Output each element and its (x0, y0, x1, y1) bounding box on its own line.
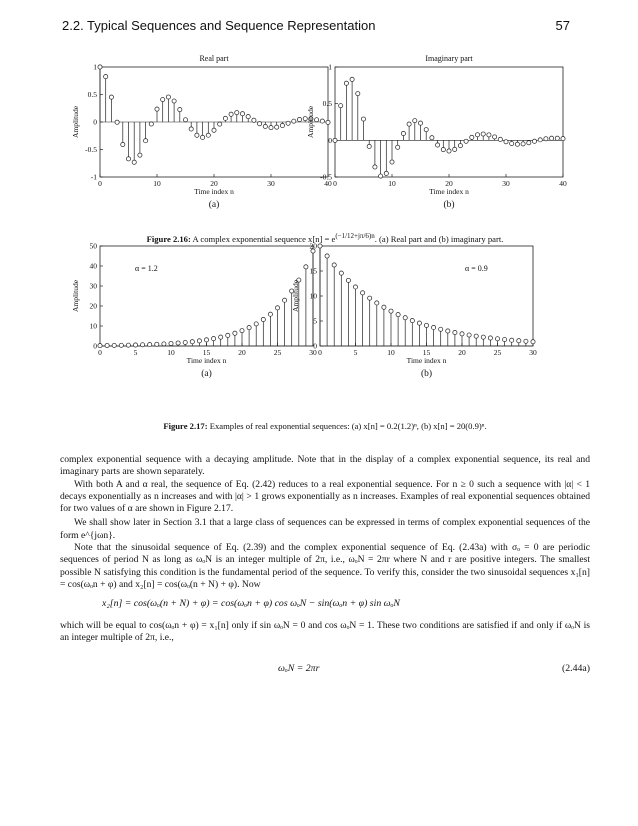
stem-marker (126, 157, 130, 161)
stem-marker (439, 327, 443, 331)
stem-marker (487, 133, 491, 137)
stem-marker (401, 131, 405, 135)
stem-marker (561, 137, 565, 141)
y-tick-label: 20 (309, 241, 317, 251)
plot-frame (335, 67, 563, 177)
stem-marker (417, 321, 421, 325)
stem-marker (240, 329, 244, 333)
stem-marker (460, 332, 464, 336)
stem-marker (407, 122, 411, 126)
paragraph-2: With both A and α real, the sequence of Eq. (2.42) reduces to a real exponential sequence. For n ≥ 0 such a sequence with |α| < 1 decays exponentially as n increases and with |α| > 1 grows exponentially as n increases. Examples of real exponential sequences obtained for two values of α are shown in Figure 2.17. (60, 478, 590, 515)
y-tick-label: 0 (328, 135, 332, 145)
stem-marker (133, 343, 137, 347)
stem-marker (498, 137, 502, 141)
stem-marker (155, 342, 159, 346)
stem-marker (396, 313, 400, 317)
chart-alpha-0-9 (291, 242, 537, 380)
stem-marker (356, 92, 360, 96)
x-tick-label: 0 (333, 179, 337, 188)
x-axis-label: Time index n (429, 187, 469, 196)
x-tick-label: 10 (167, 348, 175, 357)
stem-marker (555, 136, 559, 140)
stem-marker (464, 139, 468, 143)
stem-marker (418, 121, 422, 125)
stem-marker (280, 123, 284, 127)
stem-marker (488, 336, 492, 340)
stem-marker (475, 133, 479, 137)
y-tick-label: 5 (313, 316, 317, 326)
stem-marker (263, 124, 267, 128)
figure-2-17 (0, 238, 638, 413)
stem-marker (436, 143, 440, 147)
stem-marker (115, 120, 119, 124)
stem-marker (204, 338, 208, 342)
subfigure-label: (b) (443, 200, 455, 210)
x-tick-label: 0 (98, 179, 102, 188)
x-tick-label: 20 (445, 179, 453, 188)
x-tick-label: 0 (318, 348, 322, 357)
equation-2-44a-body: ωₒN = 2πr (278, 663, 320, 674)
stem-marker (240, 112, 244, 116)
x-tick-label: 20 (210, 179, 218, 188)
paragraph-1: complex exponential sequence with a decaying amplitude. Note that in the display of a complex exponential sequence, its real and imaginary parts are shown separately. (60, 454, 590, 478)
stem-marker (524, 339, 528, 343)
stem-marker (544, 137, 548, 141)
stem-marker (353, 285, 357, 289)
stem-marker (219, 335, 223, 339)
stem-marker (172, 99, 176, 103)
y-tick-label: 0 (93, 117, 97, 127)
stem-marker (344, 81, 348, 85)
stem-marker (531, 340, 535, 344)
stem-marker (521, 142, 525, 146)
stem-marker (183, 340, 187, 344)
alpha-label: α = 0.9 (465, 264, 488, 273)
y-axis-label: Amplitude (306, 105, 315, 139)
stem-marker (144, 139, 148, 143)
stem-marker (467, 333, 471, 337)
x-tick-label: 30 (502, 179, 510, 188)
y-tick-label: 50 (89, 241, 97, 251)
stem-marker (470, 135, 474, 139)
stem-marker (379, 174, 383, 178)
stem-marker (247, 325, 251, 329)
stem-marker (304, 265, 308, 269)
stem-marker (149, 122, 153, 126)
stem-marker (390, 160, 394, 164)
stem-marker (458, 144, 462, 148)
stem-marker (503, 337, 507, 341)
y-tick-label: 20 (89, 301, 97, 311)
stem-marker (155, 107, 159, 111)
stem-marker (176, 341, 180, 345)
stem-marker (223, 116, 227, 120)
stem-marker (413, 119, 417, 123)
y-tick-label: 0 (313, 341, 317, 351)
stem-marker (527, 141, 531, 145)
stem-marker (121, 142, 125, 146)
page-number: 57 (555, 18, 570, 33)
figure-2-16-caption: Figure 2.16: A complex exponential sequence $x[n] = e^{(-1/12+j\pi/6)n}$. (a) Real part and (b) imaginary part. (146, 232, 504, 244)
stem-marker (218, 122, 222, 126)
stem-marker (339, 271, 343, 275)
stem-marker (141, 343, 145, 347)
subfigure-label: (a) (208, 200, 220, 210)
stem-marker (315, 118, 319, 122)
stem-marker (132, 160, 136, 164)
x-tick-label: 20 (238, 348, 246, 357)
stem-marker (162, 342, 166, 346)
stem-marker (481, 132, 485, 136)
stem-marker (138, 153, 142, 157)
y-tick-label: 1 (328, 62, 332, 72)
stem-marker (212, 337, 216, 341)
y-tick-label: -0.5 (320, 172, 332, 182)
chart-alpha-1-2 (71, 242, 317, 380)
stem-marker (333, 138, 337, 142)
stem-marker (441, 148, 445, 152)
stem-marker (275, 306, 279, 310)
stem-marker (197, 339, 201, 343)
x-tick-label: 25 (493, 348, 502, 357)
stem-marker (109, 95, 113, 99)
stem-marker (339, 104, 343, 108)
stem-marker (368, 296, 372, 300)
stem-marker (384, 171, 388, 175)
stem-marker (252, 118, 256, 122)
stem-marker (495, 337, 499, 341)
x-tick-label: 5 (353, 348, 358, 357)
stem-marker (112, 343, 116, 347)
stem-marker (283, 298, 287, 302)
y-tick-label: 10 (89, 321, 97, 331)
body-text (60, 454, 590, 591)
stem-marker (286, 121, 290, 125)
stem-marker (367, 144, 371, 148)
figure-2-16 (0, 45, 638, 220)
y-tick-label: 0.5 (87, 90, 97, 99)
stem-marker (453, 147, 457, 151)
equation-number: (2.44a) (561, 663, 590, 674)
stem-marker (361, 117, 365, 121)
stem-marker (212, 128, 216, 132)
x-axis-label: Time index n (194, 187, 234, 196)
stem-marker (105, 343, 109, 347)
stem-marker (119, 343, 123, 347)
x-tick-label: 0 (98, 348, 102, 357)
x-tick-label: 10 (387, 348, 395, 357)
subfigure-label: (b) (420, 369, 433, 379)
stem-marker (201, 135, 205, 139)
chart-title: Real part (199, 54, 229, 63)
subfigure-label: (a) (201, 369, 212, 379)
chart-real-part (71, 54, 332, 210)
paragraph-4: Note that the sinusoidal sequence of Eq. (2.39) and the complex exponential sequence of Eq. (2.43a) with σₒ = 0 are periodic sequences of period N as long as ωₒN is an integer multiple of 2π, i.e., ωₒN = 2πr where N and r are positive integers. The smallest possible N satisfying this condition is the fundamental period of the sequence. To verify this, consider the two sinusoidal sequences x₁[n] = cos(ωₒn + φ) and x₂[n] = cos(ωₒ(n + N) + φ). Now (60, 542, 590, 590)
stem-marker (481, 335, 485, 339)
stem-marker (126, 343, 130, 347)
figure-2-17-caption: Figure 2.17: Examples of real exponential sequences: (a) x[n] = 0.2(1.2)ⁿ, (b) x[n] = 20(0.9)ⁿ. (163, 421, 487, 431)
stem-marker (447, 149, 451, 153)
stem-marker (206, 133, 210, 137)
chart-title: Imaginary part (425, 54, 473, 63)
stem-marker (246, 115, 250, 119)
stem-marker (292, 119, 296, 123)
y-tick-label: 10 (309, 291, 317, 301)
stem-marker (148, 342, 152, 346)
equation-x2: x₂[n] = cos(ωₒ(n + N) + φ) = cos(ωₒn + φ) cos ωₒN − sin(ωₒn + φ) sin ωₒN (102, 598, 400, 609)
stem-marker (258, 122, 262, 126)
stem-marker (326, 120, 330, 124)
stem-marker (229, 112, 233, 116)
x-tick-label: 40 (324, 179, 332, 188)
stem-marker (332, 263, 336, 267)
y-tick-label: 0.5 (322, 99, 332, 109)
stem-marker (446, 329, 450, 333)
stem-marker (320, 119, 324, 123)
stem-marker (275, 125, 279, 129)
stem-marker (424, 128, 428, 132)
x-tick-label: 30 (309, 348, 317, 357)
stem-marker (424, 323, 428, 327)
plot-frame (100, 246, 313, 346)
stem-marker (98, 65, 102, 69)
stem-marker (532, 139, 536, 143)
stem-marker (325, 254, 329, 258)
x-tick-label: 40 (559, 179, 567, 188)
alpha-label: α = 1.2 (135, 264, 158, 273)
y-tick-label: 40 (89, 261, 97, 271)
stem-marker (432, 325, 436, 329)
stem-marker (510, 141, 514, 145)
stem-marker (396, 145, 400, 149)
stem-marker (190, 340, 194, 344)
stem-marker (410, 319, 414, 323)
stem-marker (226, 333, 230, 337)
stem-marker (373, 165, 377, 169)
stem-marker (350, 77, 354, 81)
stem-marker (195, 133, 199, 137)
y-tick-label: 0 (93, 341, 97, 351)
y-tick-label: -0.5 (85, 145, 97, 154)
stem-marker (254, 322, 258, 326)
y-tick-label: 1 (93, 62, 97, 72)
stem-marker (161, 97, 165, 101)
y-axis-label: Amplitude (71, 279, 80, 313)
y-tick-label: 15 (309, 266, 317, 276)
stem-marker (183, 118, 187, 122)
stem-marker (166, 95, 170, 99)
paragraph-3: We shall show later in Section 3.1 that a large class of sequences can be expressed in terms of complex exponential sequences of the form e^{jωn}. (60, 517, 590, 541)
stem-marker (375, 301, 379, 305)
stem-marker (430, 136, 434, 140)
chart-imaginary-part (306, 54, 567, 210)
stem-marker (189, 127, 193, 131)
stem-marker (361, 291, 365, 295)
stem-marker (474, 334, 478, 338)
stem-marker (269, 126, 273, 130)
stem-marker (104, 75, 108, 79)
x-axis-label: Time index n (406, 356, 447, 365)
stem-marker (453, 330, 457, 334)
stem-marker (235, 111, 239, 115)
stem-marker (346, 278, 350, 282)
stem-marker (538, 138, 542, 142)
stem-marker (233, 331, 237, 335)
x-axis-label: Time index n (186, 356, 227, 365)
stem-marker (178, 108, 182, 112)
stem-marker (515, 142, 519, 146)
x-tick-label: 5 (133, 348, 138, 357)
stem-marker (268, 312, 272, 316)
x-tick-label: 30 (529, 348, 537, 357)
stem-marker (517, 339, 521, 343)
running-header: 2.2. Typical Sequences and Sequence Representation (62, 18, 376, 33)
x-tick-label: 25 (273, 348, 282, 357)
x-tick-label: 20 (458, 348, 466, 357)
stem-marker (297, 117, 301, 121)
y-tick-label: 30 (89, 281, 97, 291)
y-axis-label: Amplitude (291, 279, 300, 313)
stem-marker (389, 309, 393, 313)
stem-marker (493, 135, 497, 139)
stem-marker (504, 140, 508, 144)
x-tick-label: 10 (153, 179, 161, 188)
paragraph-5: which will be equal to cos(ωₒn + φ) = x₁[n] only if sin ωₒN = 0 and cos ωₒN = 1. These two conditions are satisfied if and only if ωₒN is an integer multiple of 2π, i.e., (60, 620, 590, 644)
stem-marker (318, 244, 322, 248)
stem-marker (510, 338, 514, 342)
x-tick-label: 30 (267, 179, 275, 188)
stem-marker (98, 344, 102, 348)
stem-marker (550, 136, 554, 140)
stem-marker (403, 316, 407, 320)
stem-marker (169, 341, 173, 345)
x-tick-label: 15 (422, 348, 431, 357)
x-tick-label: 15 (202, 348, 211, 357)
stem-marker (261, 317, 265, 321)
y-tick-label: -1 (90, 172, 97, 182)
y-axis-label: Amplitude (71, 105, 80, 139)
stem-marker (382, 305, 386, 309)
x-tick-label: 10 (388, 179, 396, 188)
